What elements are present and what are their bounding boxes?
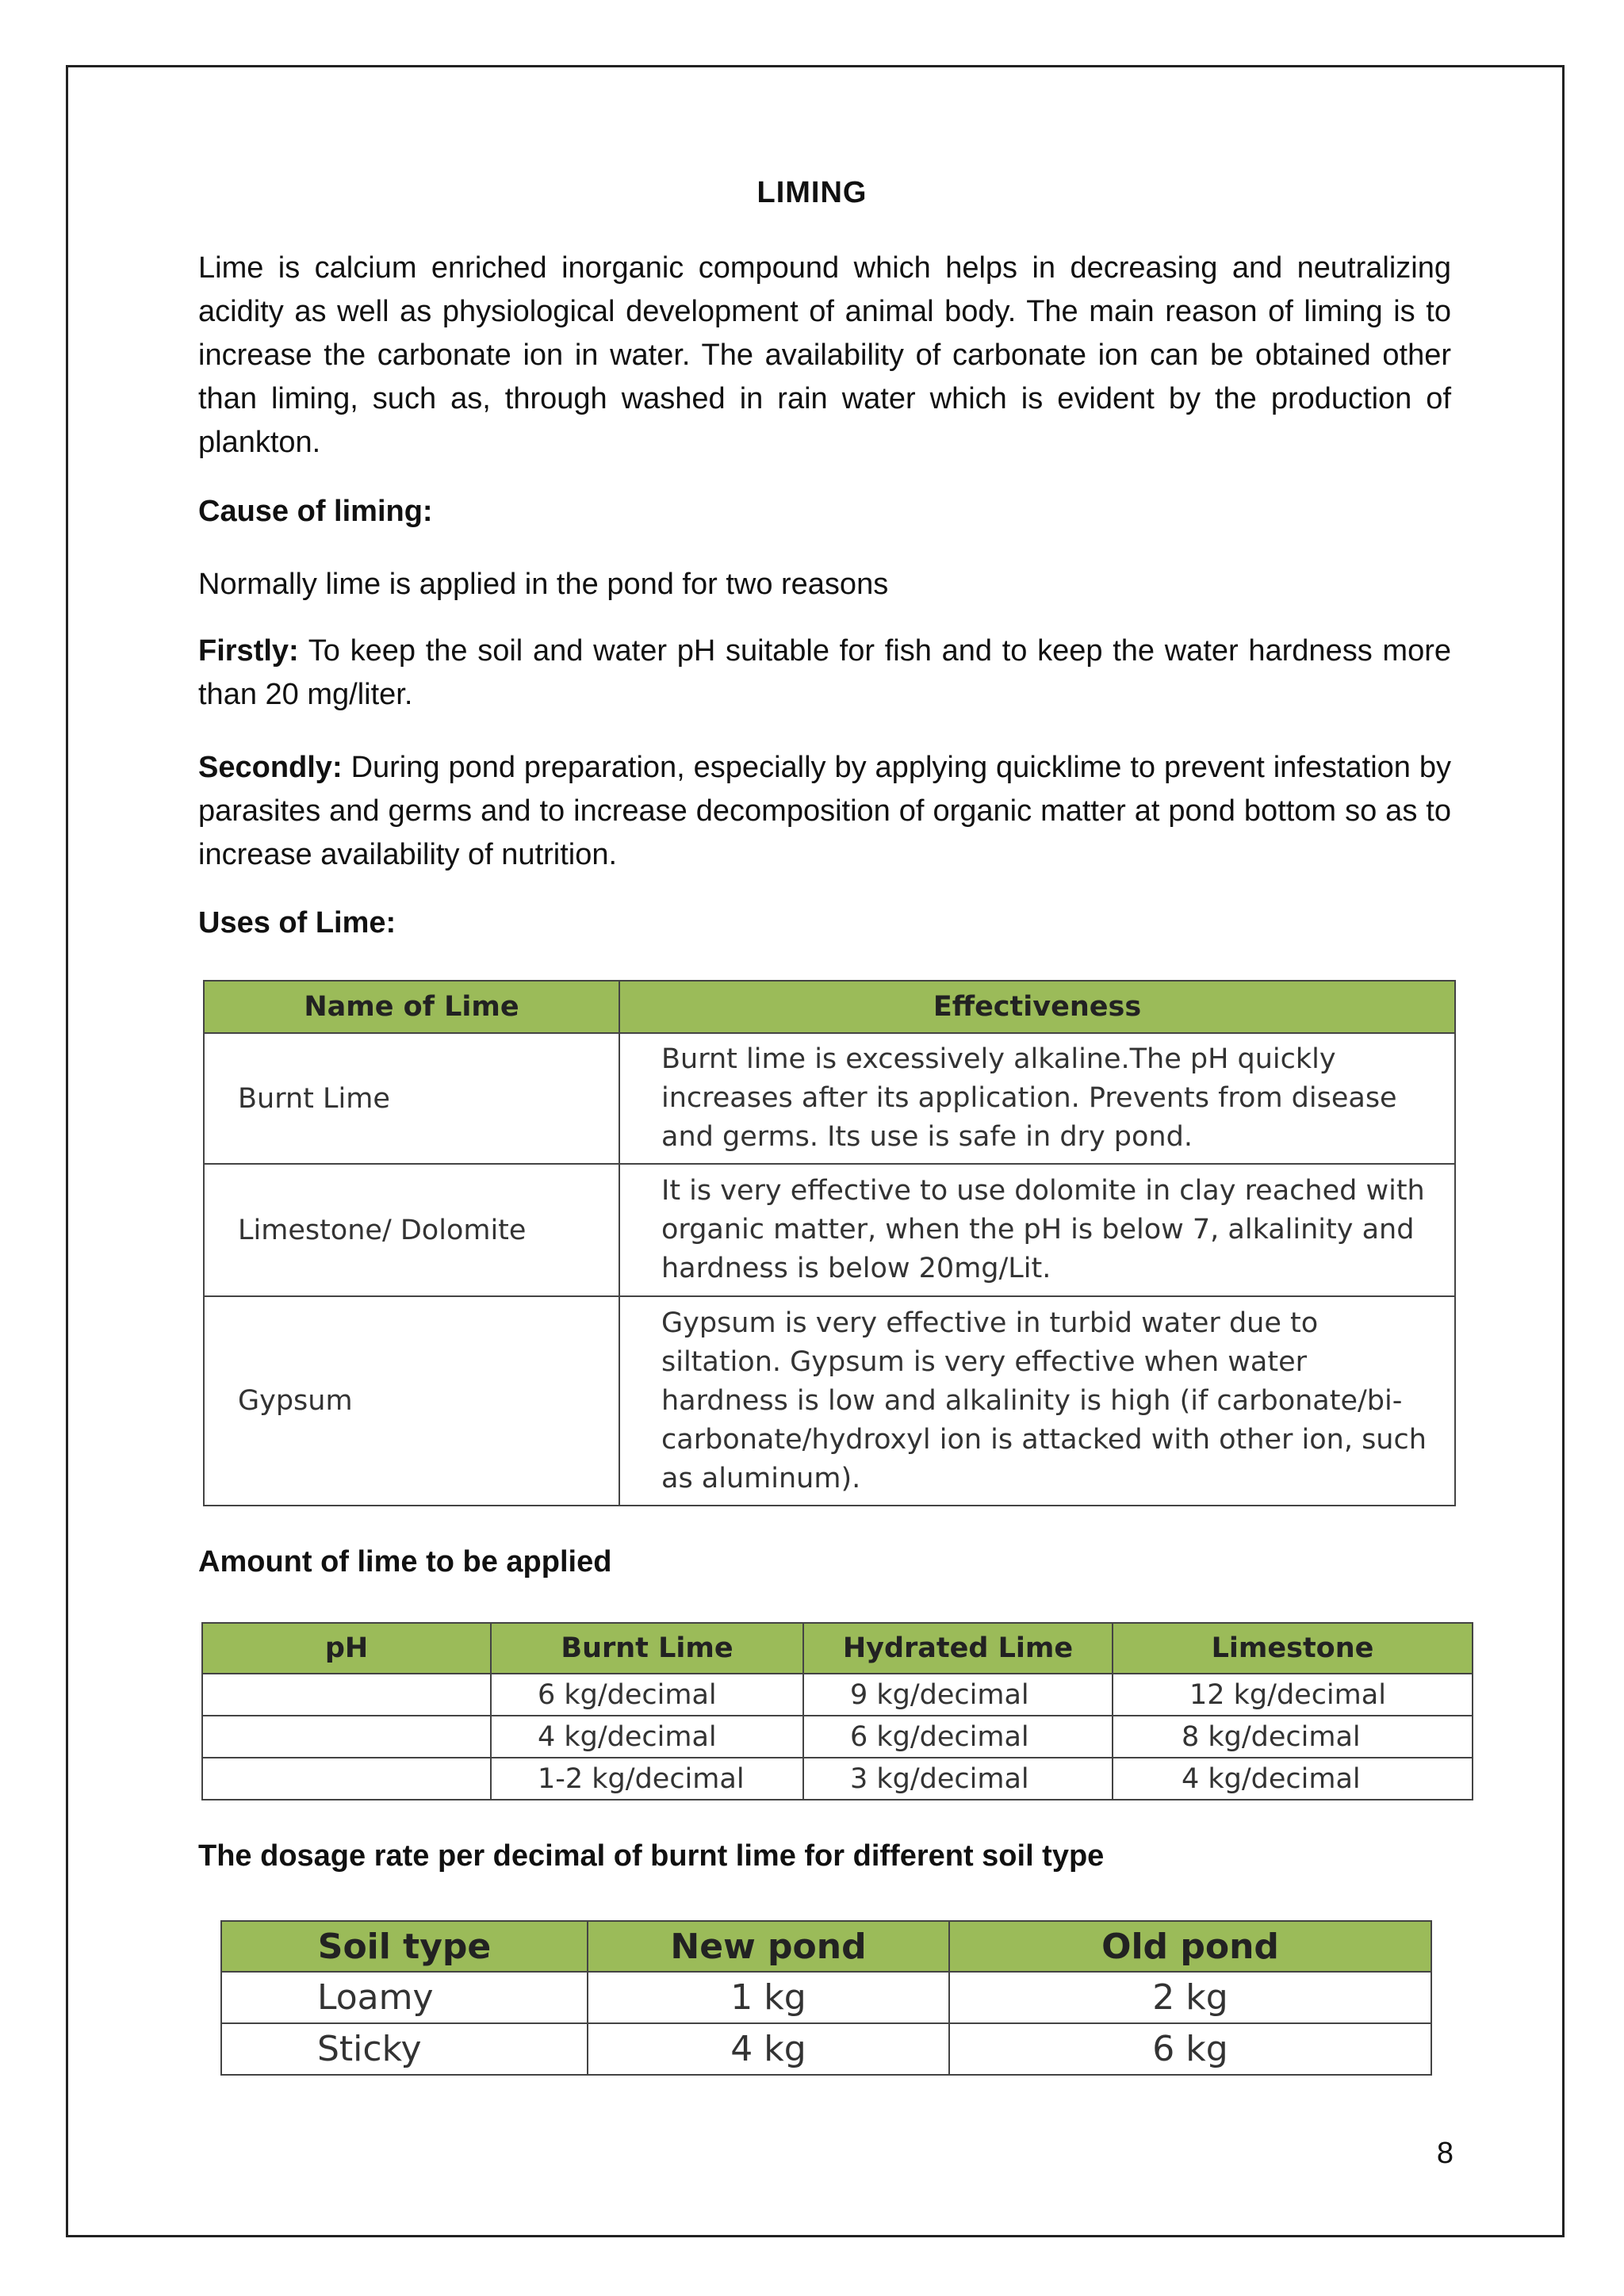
- table-cell: [202, 1716, 491, 1758]
- table-header-row: [204, 981, 1455, 1033]
- firstly-text: To keep the soil and water pH suitable for fish and to keep the water hardness more than 20 mg/liter.: [198, 634, 1451, 711]
- intro-paragraph: Lime is calcium enriched inorganic compound which helps in decreasing and neutralizing acidity as well as physiological development of animal body. The main reason of liming is to increase the carbonate ion in water. The availability of carbonate ion can be obtained other than liming, such as, through washed in rain water which is evident by the production of plankton.: [198, 251, 1451, 459]
- cause-heading: Cause of liming:: [198, 495, 433, 528]
- soil-dosage-table: [220, 1920, 1432, 2076]
- column-header: Old pond: [949, 1921, 1431, 1972]
- table-row: [204, 1164, 1455, 1296]
- table-header-row: [202, 1623, 1473, 1674]
- table-row: [204, 1296, 1455, 1506]
- table-cell: 6 kg: [949, 2023, 1431, 2075]
- table-cell: 1 kg: [588, 1972, 949, 2023]
- secondly-text: During pond preparation, especially by applying quicklime to prevent infestation by parasites and germs and to increase decomposition of organic matter at pond bottom so as to increase availability of nutrition.: [198, 751, 1451, 871]
- table-cell: 4 kg/decimal: [491, 1716, 803, 1758]
- column-header: New pond: [588, 1921, 949, 1972]
- firstly-paragraph: [198, 629, 1451, 717]
- table-cell: [202, 1674, 491, 1716]
- uses-heading: Uses of Lime:: [198, 906, 396, 939]
- secondly-label: Secondly:: [198, 751, 343, 784]
- effectiveness-cell: It is very effective to use dolomite in clay reached with organic matter, when the pH is below 7, alkalinity and hardness is below 20mg/Lit.: [619, 1164, 1455, 1296]
- page-title: LIMING: [756, 176, 868, 209]
- table-cell: 2 kg: [949, 1972, 1431, 2023]
- table-cell: 1-2 kg/decimal: [491, 1758, 803, 1800]
- table-row: [202, 1758, 1473, 1800]
- uses-of-lime-table: [203, 980, 1456, 1506]
- column-header: Effectiveness: [619, 981, 1455, 1033]
- table-cell: Sticky: [221, 2023, 588, 2075]
- table-row: [202, 1674, 1473, 1716]
- lime-amount-table: [201, 1622, 1473, 1800]
- dosage-heading: The dosage rate per decimal of burnt lime for different soil type: [198, 1839, 1105, 1873]
- lime-name-cell: Gypsum: [204, 1296, 619, 1506]
- lime-name-cell: Burnt Lime: [204, 1033, 619, 1164]
- table-cell: 6 kg/decimal: [491, 1674, 803, 1716]
- table-cell: 9 kg/decimal: [803, 1674, 1113, 1716]
- secondly-paragraph: [198, 746, 1451, 877]
- table-cell: 3 kg/decimal: [803, 1758, 1113, 1800]
- firstly-label: Firstly:: [198, 634, 299, 668]
- column-header: Name of Lime: [204, 981, 619, 1033]
- table-cell: [202, 1758, 491, 1800]
- column-header: Limestone: [1113, 1623, 1473, 1674]
- table-row: [221, 2023, 1431, 2075]
- table-cell: 6 kg/decimal: [803, 1716, 1113, 1758]
- cause-intro: Normally lime is applied in the pond for two reasons: [198, 568, 889, 601]
- column-header: Soil type: [221, 1921, 588, 1972]
- table-cell: Loamy: [221, 1972, 588, 2023]
- lime-name-cell: Limestone/ Dolomite: [204, 1164, 619, 1296]
- column-header: pH: [202, 1623, 491, 1674]
- effectiveness-cell: Burnt lime is excessively alkaline.The pH quickly increases after its application. Prevents from disease and germs. Its use is safe in dry pond.: [619, 1033, 1455, 1164]
- table-cell: 4 kg/decimal: [1113, 1758, 1473, 1800]
- amount-heading: Amount of lime to be applied: [198, 1545, 612, 1578]
- table-header-row: [221, 1921, 1431, 1972]
- table-row: [221, 1972, 1431, 2023]
- table-row: [202, 1716, 1473, 1758]
- table-row: [204, 1033, 1455, 1164]
- column-header: Hydrated Lime: [803, 1623, 1113, 1674]
- table-cell: 4 kg: [588, 2023, 949, 2075]
- effectiveness-cell: Gypsum is very effective in turbid water due to siltation. Gypsum is very effective when water hardness is low and alkalinity is high (if carbonate/bi-carbonate/hydroxyl ion is attacked with other ion, such as aluminum).: [619, 1296, 1455, 1506]
- column-header: Burnt Lime: [491, 1623, 803, 1674]
- page-number: 8: [1436, 2137, 1454, 2170]
- table-cell: 8 kg/decimal: [1113, 1716, 1473, 1758]
- table-cell: 12 kg/decimal: [1113, 1674, 1473, 1716]
